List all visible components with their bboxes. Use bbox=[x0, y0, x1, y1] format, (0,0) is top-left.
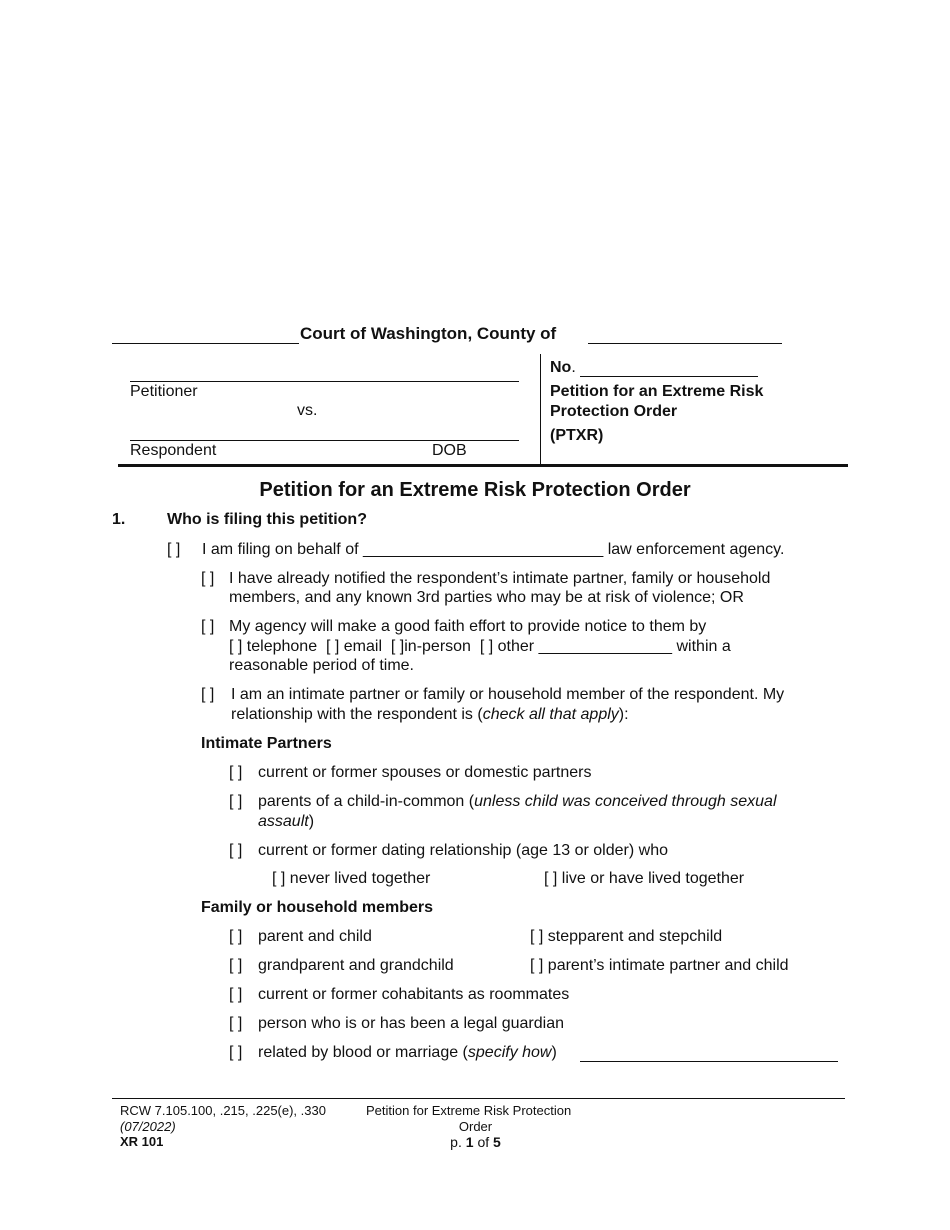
caption-divider bbox=[540, 354, 541, 464]
checkbox-already-notified[interactable]: [ ] bbox=[201, 570, 215, 587]
blood-post: ) bbox=[551, 1044, 557, 1061]
dob-label: DOB bbox=[432, 442, 467, 459]
option-guardian bbox=[229, 1015, 564, 1033]
footer-title-line1: Petition for Extreme Risk Protection bbox=[366, 1103, 572, 1118]
case-number-label: No bbox=[550, 359, 572, 376]
cohabitants-label: current or former cohabitants as roommates bbox=[258, 986, 570, 1003]
agency-name-blank[interactable]: ___________________________ bbox=[363, 541, 604, 558]
checkbox-telephone[interactable]: [ ] bbox=[229, 638, 243, 655]
petitioner-label: Petitioner bbox=[130, 383, 198, 400]
option-never-lived bbox=[272, 870, 430, 888]
page-total: 5 bbox=[493, 1134, 501, 1150]
checkbox-stepparent[interactable]: [ ] bbox=[530, 928, 544, 945]
live-lived-label: live or have lived together bbox=[561, 870, 745, 887]
parents-italic-1: unless child was conceived through sexual bbox=[474, 793, 777, 810]
already-notified-line2: members, and any known 3rd parties who may be at risk of violence; OR bbox=[229, 589, 744, 606]
law-enforcement-pre: I am filing on behalf of bbox=[202, 541, 359, 558]
checkbox-in-person[interactable]: [ ] bbox=[390, 638, 405, 655]
checkbox-intimate-partner[interactable]: [ ] bbox=[201, 686, 215, 703]
option-live-lived bbox=[544, 870, 744, 888]
ip-line2-italic: check all that apply bbox=[482, 706, 619, 723]
agency-notice-line1: My agency will make a good faith effort to provide notice to them by bbox=[229, 618, 707, 635]
respondent-label: Respondent bbox=[130, 442, 217, 459]
blood-marriage-blank-line[interactable] bbox=[580, 1061, 838, 1062]
petitioner-name-line[interactable] bbox=[130, 381, 519, 382]
checkbox-law-enforcement[interactable]: [ ] bbox=[167, 541, 181, 558]
option-stepparent bbox=[530, 928, 722, 946]
parents-post: ) bbox=[308, 813, 315, 830]
option-intimate-partner bbox=[201, 686, 784, 704]
option-law-enforcement bbox=[167, 541, 784, 559]
parents-italic-2: assault bbox=[258, 813, 309, 830]
doc-title-line1: Petition for an Extreme Risk bbox=[550, 383, 764, 400]
checkbox-grandparent[interactable]: [ ] bbox=[229, 957, 243, 974]
respondent-name-line[interactable] bbox=[130, 440, 519, 441]
doc-code: (PTXR) bbox=[550, 427, 604, 444]
page-prefix: p. bbox=[450, 1134, 462, 1150]
ip-line2-pre: relationship with the respondent is ( bbox=[231, 706, 483, 723]
option-dating bbox=[229, 842, 668, 860]
spouses-label: current or former spouses or domestic partners bbox=[258, 764, 592, 781]
parents-pre: parents of a child-in-common ( bbox=[258, 793, 475, 810]
caption-bottom-rule bbox=[118, 464, 848, 467]
telephone-label: telephone bbox=[246, 638, 318, 655]
checkbox-email[interactable]: [ ] bbox=[325, 638, 340, 655]
option-already-notified bbox=[201, 570, 770, 588]
section-number: 1. bbox=[112, 511, 126, 528]
stepparent-label: stepparent and stepchild bbox=[547, 928, 723, 945]
notice-methods bbox=[229, 638, 731, 656]
checkbox-other[interactable]: [ ] bbox=[479, 638, 494, 655]
page-number: 1 bbox=[465, 1134, 474, 1150]
footer-title-line2: Order bbox=[458, 1119, 493, 1134]
checkbox-parents-child-in-common[interactable]: [ ] bbox=[229, 793, 243, 810]
blood-italic: specify how bbox=[467, 1044, 552, 1061]
footer-rule bbox=[112, 1098, 845, 1099]
case-number bbox=[550, 359, 576, 377]
footer-form-number: XR 101 bbox=[120, 1134, 164, 1149]
option-parents-child-in-common bbox=[229, 793, 777, 811]
intimate-partner-line1: I am an intimate partner or family or household member of the respondent. My bbox=[231, 686, 785, 703]
parents-partner-label: parent’s intimate partner and child bbox=[547, 957, 789, 974]
checkbox-never-lived[interactable]: [ ] bbox=[272, 870, 286, 887]
footer-date: (07/2022) bbox=[120, 1119, 176, 1134]
county-blank-line[interactable] bbox=[588, 343, 782, 344]
footer-rcw: RCW 7.105.100, .215, .225(e), .330 bbox=[120, 1103, 326, 1118]
option-parents-partner bbox=[530, 957, 789, 975]
law-enforcement-post: law enforcement agency. bbox=[607, 541, 785, 558]
checkbox-dating[interactable]: [ ] bbox=[229, 842, 243, 859]
page-title: Petition for an Extreme Risk Protection Order bbox=[259, 479, 691, 501]
within-label: within a bbox=[676, 638, 731, 655]
email-label: email bbox=[343, 638, 383, 655]
option-spouses bbox=[229, 764, 591, 782]
guardian-label: person who is or has been a legal guardian bbox=[258, 1015, 564, 1032]
checkbox-blood-marriage[interactable]: [ ] bbox=[229, 1044, 243, 1061]
case-number-blank-line[interactable] bbox=[580, 376, 758, 377]
intimate-partner-line2 bbox=[231, 706, 629, 724]
never-lived-label: never lived together bbox=[289, 870, 431, 887]
option-blood-marriage bbox=[229, 1044, 557, 1062]
grandparent-label: grandparent and grandchild bbox=[258, 957, 454, 974]
checkbox-parents-partner[interactable]: [ ] bbox=[530, 957, 544, 974]
parents-line2 bbox=[258, 813, 314, 831]
checkbox-guardian[interactable]: [ ] bbox=[229, 1015, 243, 1032]
blood-pre: related by blood or marriage ( bbox=[258, 1044, 468, 1061]
dating-label: current or former dating relationship (age 13 or older) who bbox=[258, 842, 668, 859]
case-number-dot: . bbox=[571, 359, 576, 376]
footer-page-indicator bbox=[366, 1134, 585, 1150]
already-notified-line1: I have already notified the respondent’s intimate partner, family or household bbox=[229, 570, 771, 587]
option-parent-child bbox=[229, 928, 372, 946]
section-heading: Who is filing this petition? bbox=[167, 511, 367, 528]
court-name: Court of Washington, County of bbox=[300, 324, 557, 343]
page-of: of bbox=[477, 1134, 490, 1150]
checkbox-live-lived[interactable]: [ ] bbox=[544, 870, 558, 887]
parent-child-label: parent and child bbox=[258, 928, 372, 945]
intimate-partners-heading: Intimate Partners bbox=[201, 735, 332, 752]
agency-notice-line3: reasonable period of time. bbox=[229, 657, 414, 674]
ip-line2-post: ): bbox=[618, 706, 629, 723]
option-grandparent bbox=[229, 957, 454, 975]
other-method-blank[interactable]: _______________ bbox=[538, 638, 673, 655]
checkbox-parent-child[interactable]: [ ] bbox=[229, 928, 243, 945]
other-label: other bbox=[497, 638, 535, 655]
court-name-blank-line[interactable] bbox=[112, 343, 299, 344]
vs-label: vs. bbox=[297, 402, 318, 419]
doc-title-line2: Protection Order bbox=[550, 403, 678, 420]
checkbox-spouses[interactable]: [ ] bbox=[229, 764, 243, 781]
option-cohabitants bbox=[229, 986, 569, 1004]
in-person-label: in-person bbox=[404, 638, 471, 655]
option-agency-notice bbox=[201, 618, 706, 636]
checkbox-cohabitants[interactable]: [ ] bbox=[229, 986, 243, 1003]
checkbox-agency-notice[interactable]: [ ] bbox=[201, 618, 215, 635]
family-heading: Family or household members bbox=[201, 899, 434, 916]
